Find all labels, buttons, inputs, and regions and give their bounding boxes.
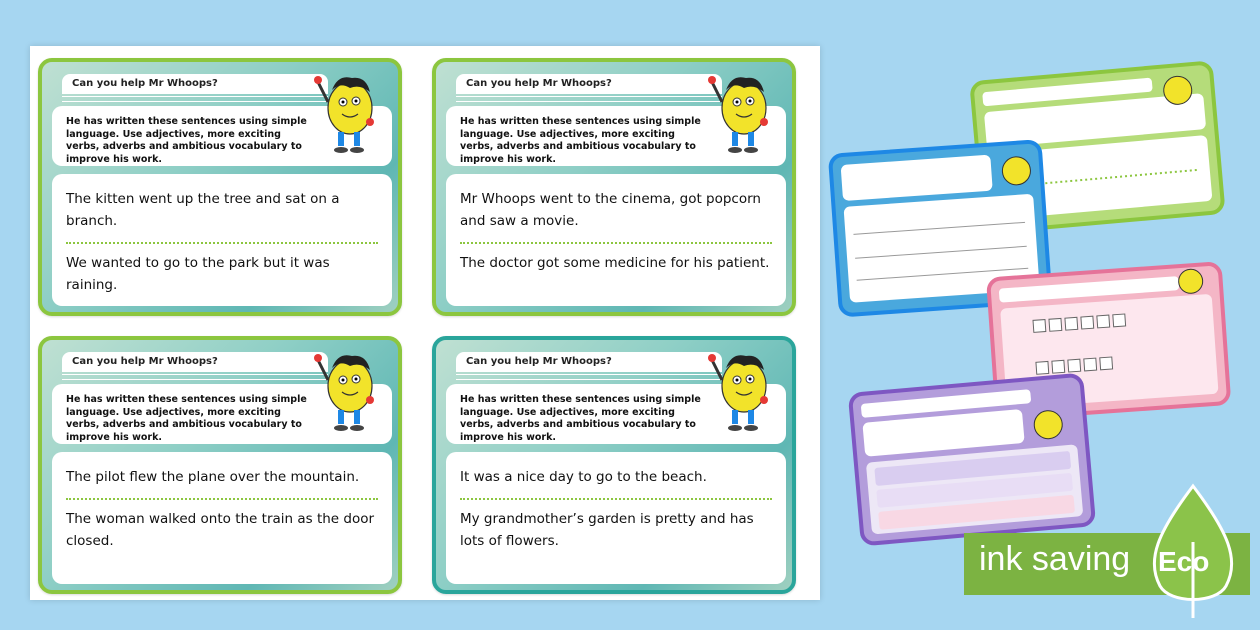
- sentence-1: It was a nice day to go to the beach.: [460, 469, 707, 485]
- eco-label: Eco: [1158, 546, 1210, 577]
- dotted-divider: [66, 498, 378, 500]
- sentence-panel: [52, 174, 392, 306]
- mr-whoops-mascot-icon: [312, 68, 382, 158]
- sentence-panel: [52, 452, 392, 584]
- sentence-2: We wanted to go to the park but it was raining.: [66, 255, 330, 293]
- task-card-1: [38, 58, 402, 316]
- card-title: Can you help Mr Whoops?: [456, 74, 722, 94]
- mr-whoops-mascot-icon: [312, 346, 382, 436]
- title-stripe: [456, 374, 722, 380]
- ink-saving-label: ink saving: [979, 540, 1131, 578]
- sentence-2: The doctor got some medicine for his patient.: [460, 255, 770, 271]
- card-instructions: He has written these sentences using simple language. Use adjectives, more exciting verbs, adverbs and ambitious vocabulary to improve his work.: [52, 106, 392, 166]
- task-card-2: [432, 58, 796, 316]
- card-title: Can you help Mr Whoops?: [62, 74, 328, 94]
- dotted-divider: [460, 242, 772, 244]
- title-stripe: [62, 374, 328, 380]
- card-title: Can you help Mr Whoops?: [62, 352, 328, 372]
- title-stripe: [62, 96, 328, 102]
- sentence-1: Mr Whoops went to the cinema, got popcorn and saw a movie.: [460, 191, 761, 229]
- dotted-divider: [66, 242, 378, 244]
- card-instructions: He has written these sentences using simple language. Use adjectives, more exciting verbs, adverbs and ambitious vocabulary to improve his work.: [446, 106, 786, 166]
- sentence-2: My grandmother’s garden is pretty and has lots of flowers.: [460, 511, 754, 549]
- worksheet-sheet: [30, 46, 820, 600]
- preview-card-purple: [850, 375, 1094, 545]
- title-stripe: [456, 96, 722, 102]
- dotted-divider: [460, 498, 772, 500]
- sentence-1: The pilot flew the plane over the mountain.: [66, 469, 360, 485]
- card-instructions: He has written these sentences using simple language. Use adjectives, more exciting verbs, adverbs and ambitious vocabulary to improve his work.: [52, 384, 392, 444]
- task-card-3: [38, 336, 402, 594]
- mr-whoops-mascot-icon: [706, 68, 776, 158]
- card-title: Can you help Mr Whoops?: [456, 352, 722, 372]
- sentence-panel: [446, 174, 786, 306]
- sentence-1: The kitten went up the tree and sat on a branch.: [66, 191, 340, 229]
- sentence-2: The woman walked onto the train as the door closed.: [66, 511, 375, 549]
- sentence-panel: [446, 452, 786, 584]
- mr-whoops-mascot-icon: [706, 346, 776, 436]
- task-card-4: [432, 336, 796, 594]
- card-instructions: He has written these sentences using simple language. Use adjectives, more exciting verbs, adverbs and ambitious vocabulary to improve his work.: [446, 384, 786, 444]
